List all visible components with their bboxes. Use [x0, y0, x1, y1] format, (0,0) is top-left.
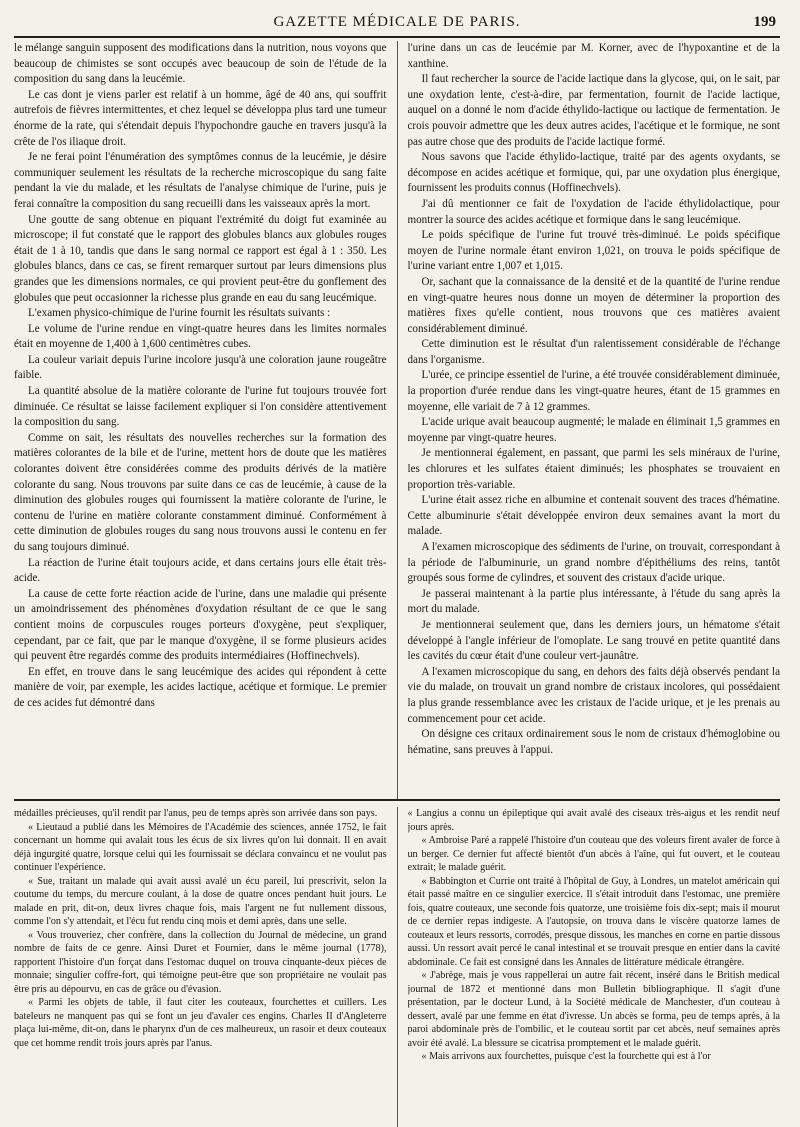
paragraph: « Mais arrivons aux fourchettes, puisque c'est la fourchette qui est à l'or: [421, 1051, 711, 1062]
paragraph: Nous savons que l'acide éthylido-lactique, traité par des agents oxydants, se décompose en acides acétique et formique, qui, par une oxydation plus énergique, fournissent les produits connus (Hoffinechvels).: [407, 151, 780, 195]
paragraph: Le poids spécifique de l'urine fut trouvé très-diminué. Le poids spécifique moyen de l'urine normale étant environ 1,021, on trouva le poids spécifique de l'urine variant entre 1,007 et 1,015.: [407, 229, 780, 273]
paragraph: Il faut rechercher la source de l'acide lactique dans la glycose, qui, on le sait, par une oxydation lente, c'est-à-dire, par fermentation, fournit de l'acide lactique, auquel on a donné le nom d'acide éthylido-lactique ou lactique de fermentation. Je crois pouvoir admettre que les deux autres acides, l'acétique et le formique, ne sont pas autre chose que des produits de l'acide lactique formé.: [407, 73, 780, 148]
paragraph: Or, sachant que la connaissance de la densité et de la quantité de l'urine rendue en vingt-quatre heures nous donne un moyen de déterminer la proportion des matières fixes qu'elle contient, nous trouvons que ces matières avaient considérablement diminué.: [407, 275, 780, 335]
paragraph: l'urine dans un cas de leucémie par M. Korner, avec de l'hypoxantine et de la xanthine.: [407, 42, 780, 70]
lower-right-column: [408, 807, 781, 1127]
paragraph: La réaction de l'urine était toujours acide, et dans certains jours elle était très-acide.: [14, 556, 387, 585]
paragraph: « Parmi les objets de table, il faut citer les couteaux, fourchettes et cuillers. Les bateleurs ne manquent pas qui se font un jeu d'avaler ces engins. Charles II d'Angleterre plaça lui-même, dit-on, dans le pharynx d'un de ces malheureux, un rasoir et deux couteaux que cet homme rendit trois jours après par l'anus.: [14, 997, 387, 1049]
paragraph: L'urine était assez riche en albumine et contenait souvent des traces d'hématine. Cette albuminurie s'était développée environ deux semaines avant la mort du malade.: [407, 494, 780, 538]
paragraph: Une goutte de sang obtenue en piquant l'extrémité du doigt fut examinée au microscope; il fut constaté que le rapport des globules blancs aux globules rouges était de 1 à 10, tandis que dans le sang normal ce rapport est égal à 1 : 350. Les globules blancs, dans ce cas, se firent remarquer surtout par leurs dimensions plus grandes que les dimensions normales, ce qui provient peut-être du gonflement des globules que peut occasionner la richesse plus grande en eau du sang leucémique.: [14, 213, 387, 304]
upper-left-column: [14, 41, 387, 799]
page-number: 199: [753, 14, 776, 30]
lower-left-column: [14, 807, 387, 1127]
paragraph: L'urée, ce principe essentiel de l'urine, a été trouvée considérablement diminuée, la proportion d'urée rendue dans les vingt-quatre heures, étant de 15 grammes en moyenne, elle variait de 7 à 12 grammes.: [407, 369, 780, 413]
paragraph: Comme on sait, les résultats des nouvelles recherches sur la formation des matières colorantes de la bile et de l'urine, mettent hors de doute que les matières colorantes doivent être considérées comme des produits dérivés de la matière colorante du sang. Nous trouvons par suite dans ce cas de leucémie, à cause de la diminution des globules rouges qui fournissent la matière colorante de l'urine, le contenu de l'urine en matière colorante constamment diminué. Conformément à cette diminution de globules rouges du sang nous trouvons aussi le contenu en fer du sang toujours diminué.: [14, 431, 387, 553]
paragraph: A l'examen microscopique des sédiments de l'urine, on trouvait, correspondant à la période de l'albuminurie, un grand nombre d'épithéliums des reins, tantôt groupés sous forme de cylindres, et souvent des cristaux d'acide urique.: [407, 541, 780, 585]
column-divider: [397, 41, 398, 799]
article-section: [14, 41, 780, 799]
paragraph: Je mentionnerai également, en passant, que parmi les sels minéraux de l'urine, les chlorures et les sulfates étaient diminués; les phosphates se trouvaient en proportion très-variable.: [407, 447, 780, 491]
running-header: [14, 12, 780, 36]
paragraph: La quantité absolue de la matière colorante de l'urine fut toujours trouvée fort diminuée. Ce résultat se laisse facilement expliquer si l'on considère attentivement la composition du sang.: [14, 385, 387, 429]
paragraph: « Langius a connu un épileptique qui avait avalé des ciseaux très-aigus et les rendit neuf jours après.: [407, 808, 780, 833]
paragraph: « Babbington et Currie ont traité à l'hôpital de Guy, à Londres, un matelot américain qui était passé maître en ce singulier exercice. Il s'était introduit dans l'estomac, une première fois, quatre couteaux, une seconde fois quatorze, une troisième fois dix-sept; mais il mourut de ce dernier repas indigeste. A l'autopsie, on trouva dans le viscère quatorze lames de couteaux et leurs ressorts, corrodés, presque dissous, les manches en corne en partie dissous aussi. Un ressort avait percé le canal intestinal et se trouvait presque en entier dans la cavité abdominale. Ce fait est consigné dans les Annales de littérature médicale étrangère.: [407, 875, 780, 968]
paragraph: Je ne ferai point l'énumération des symptômes connus de la leucémie, je désire communiquer seulement les résultats de la recherche microscopique du sang faite pendant la vie du malade, et les résultats de l'analyse chimique de l'urine, puis je ferai connaître la composition du sang recueilli dans les vaisseaux après la mort.: [14, 151, 387, 210]
upper-right-column: [408, 41, 781, 799]
feuilleton-section: [14, 807, 780, 1127]
header-rule: [14, 36, 780, 38]
paragraph: J'ai dû mentionner ce fait de l'oxydation de l'acide éthylidolactique, pour montrer la source des acides acétique et formique dans le sang leucémique.: [407, 197, 780, 226]
paragraph: La cause de cette forte réaction acide de l'urine, dans une maladie qui présente un amoindrissement des phénomènes d'oxydation résultant de ce que le sang contient moins de corpuscules rouges porteurs d'oxygène, peut s'expliquer, cependant, par ce fait, que par le manque d'oxygène, il se forme plusieurs acides qui peuvent être regardés comme des produits intermédiaires (Hoffinechvels).: [14, 587, 387, 663]
paragraph: le mélange sanguin supposent des modifications dans la nutrition, nous voyons que beaucoup de chimistes se sont occupés avec beaucoup de soin de l'étude de la composition du sang dans la leucémie.: [14, 42, 387, 86]
column-divider: [397, 807, 398, 1127]
paragraph: La couleur variait depuis l'urine incolore jusqu'à une coloration jaune rougeâtre faible.: [14, 353, 387, 382]
paragraph: Le cas dont je viens parler est relatif à un homme, âgé de 40 ans, qui souffrit autrefois de fièvres intermittentes, et chez lequel se développa plus tard une tumeur énorme de la rate, qui s'étendait depuis l'hypochondre gauche en travers jusqu'à la crête de l'os iliaque droit.: [14, 88, 387, 148]
paragraph: A l'examen microscopique du sang, en dehors des faits déjà observés pendant la vie du malade, on trouvait un grand nombre de cristaux incolores, qui possédaient la plus grande ressemblance avec les cristaux de l'acide urique, et je les prenais au commencement pour cet acide.: [407, 665, 780, 725]
paragraph: médailles précieuses, qu'il rendit par l'anus, peu de temps après son arrivée dans son pays.: [14, 808, 378, 819]
journal-title: GAZETTE MÉDICALE DE PARIS.: [273, 14, 521, 30]
section-rule: [14, 799, 780, 801]
paragraph: « Vous trouveriez, cher confrère, dans la collection du Journal de médecine, un grand nombre de faits de ce genre. Ainsi Duret et Fournier, dans le même journal (1778), rapportent l'histoire d'un forçat dans l'estomac duquel on trouva cinquante-deux pièces de monnaie; singulier coffre-fort, qui témoigne peut-être que son propriétaire ne voulait pas être pris au dépourvu, en cas de grâce ou d'évasion.: [14, 929, 387, 995]
paragraph: L'examen physico-chimique de l'urine fournit les résultats suivants :: [28, 307, 331, 320]
paragraph: Je passerai maintenant à la partie plus intéressante, à l'étude du sang après la mort du malade.: [407, 587, 780, 616]
paragraph: Le volume de l'urine rendue en vingt-quatre heures dans les limites normales était en moyenne de 1,400 à 1,600 centimètres cubes.: [14, 322, 387, 351]
paragraph: « Ambroise Paré a rappelé l'histoire d'un couteau que des voleurs firent avaler de force à un berger. Ce dernier fut affecté bientôt d'un abcès à l'aîne, qui fut ouvert, et le couteau extrait; le malade guérit.: [407, 835, 780, 873]
paragraph: Je mentionnerai seulement que, dans les derniers jours, un hématome s'était développé à l'angle inférieur de l'omoplate. Le sang trouvé en petite quantité dans les cavités du cœur était d'une couleur vert-jaunâtre.: [407, 618, 780, 663]
paragraph: On désigne ces critaux ordinairement sous le nom de cristaux d'hémoglobine ou hématine, sans preuves à l'appui.: [407, 728, 780, 756]
paragraph: « Sue, traitant un malade qui avait aussi avalé un écu pareil, lui prescrivit, selon la coutume du temps, du mercure coulant, à la dose de quatre onces pendant huit jours. Le malade en prit, dit-on, deux livres chaque fois, mais l'argent ne fut nullement dissous, comme l'on s'y attendait, et l'écu fut rendu cinq mois et demi après, dans une selle.: [14, 875, 387, 927]
paragraph: En effet, en trouve dans le sang leucémique des acides qui répondent à cette manière de voir, par exemple, les acides lactique, acétique et formique. Le premier de ces acides fut démontré dans: [14, 665, 387, 709]
paragraph: « J'abrège, mais je vous rappellerai un autre fait récent, inséré dans le British medical journal de 1872 et mentionné dans mon Bulletin bibliographique. Il s'agit d'une présentation, par le docteur Lund, à la Société médicale de Manchester, d'un couteau à dessert, avalé par une femme en état d'ivresse. Un abcès se forma, peu de temps après, à la paroi abdominale près de l'ombilic, et le couteau sortit par cet abcès, neuf semaines après avoir été avalé. La blessure se cicatrisa promptement et le malade guérit.: [407, 970, 780, 1049]
paragraph: « Lieutaud a publié dans les Mémoires de l'Académie des sciences, année 1752, le fait concernant un homme qui avalait tous les écus de six livres qu'on lui donnait. Il en avait déjà ingurgité quatre, lorsque celui qui les fournissait se déclara convaincu et ne voulut pas continuer l'expérience.: [14, 821, 387, 873]
paragraph: Cette diminution est le résultat d'un ralentissement considérable de l'échange dans l'organisme.: [407, 338, 780, 366]
paragraph: L'acide urique avait beaucoup augmenté; le malade en éliminait 1,5 grammes en moyenne par vingt-quatre heures.: [407, 416, 780, 444]
